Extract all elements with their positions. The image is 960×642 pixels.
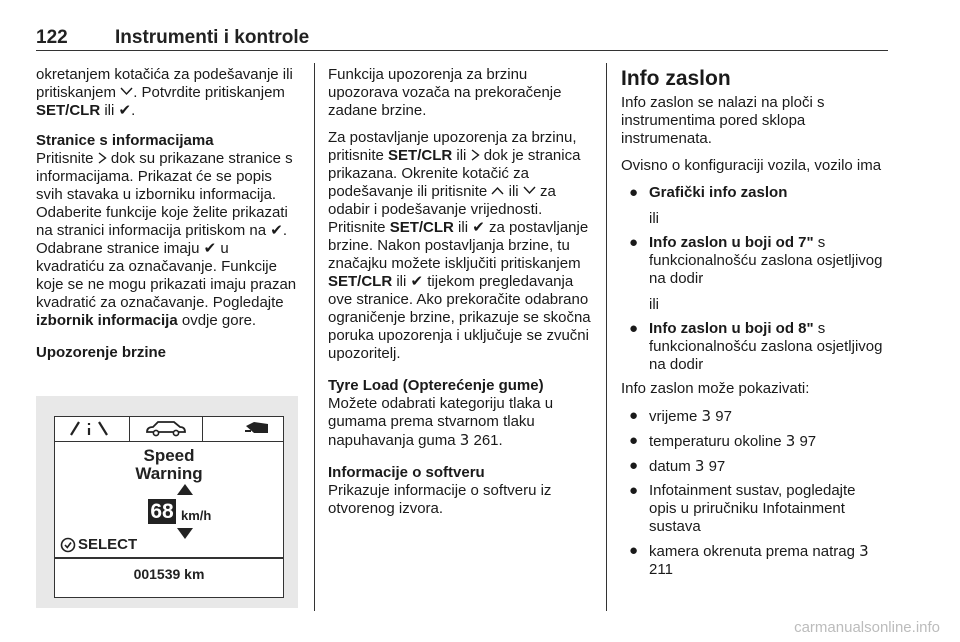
column-1 xyxy=(36,66,300,362)
column-3 xyxy=(621,66,883,585)
section-title-info-pages: Stranice s informacijama xyxy=(36,132,214,149)
reference-arrow-icon: 3 xyxy=(785,432,796,450)
software-info-paragraph: Prikazuje informacije o softveru iz otvorenog izvora. xyxy=(328,482,552,517)
list-item: ● Grafički info zaslon ili xyxy=(629,184,788,227)
list-item: ● kamera okrenuta prema natrag 3 211 xyxy=(629,542,869,578)
section-title-software-info: Informacije o softveru xyxy=(328,464,485,481)
header-rule xyxy=(36,50,888,51)
check-icon: ✔ xyxy=(472,219,485,236)
section-heading-info-display: Info zaslon xyxy=(621,67,731,90)
list-item: ● Info zaslon u boji od 8" s funkcionalnošću zaslona osjetljivog na dodir xyxy=(629,320,883,373)
chevron-right-icon xyxy=(98,152,107,164)
display-top-bar xyxy=(55,417,283,442)
speed-warning-setup: Za postavljanje upozorenja za brzinu, pritisnite SET/CLR ili dok je stranica prikazana. Okrenite kotačić za podešavanje ili pritisnite ili za odabir i podešavanje vrijednosti. Pritisnite SET/CLR ili ✔ za postavljanje brzine. Nakon postavljanja brzine, tu značajku možete isključiti pritiskanjem SET/CLR ili ✔ tijekom pregledavanja ove stranice. Ako prekoračite odabrano ograničenje brzine, prikazuje se skočna poruka upozorenja i uključuje se zvučni upozoritelj. xyxy=(328,129,591,362)
car-icon xyxy=(144,419,188,437)
list-item: ● Info zaslon u boji od 7" s funkcionalnošću zaslona osjetljivog na dodir ili xyxy=(629,234,883,313)
display-contents-list xyxy=(621,407,883,579)
odometer-readout: 001539 km xyxy=(133,566,205,582)
column-divider-2 xyxy=(606,63,607,611)
reference-arrow-icon: 3 xyxy=(701,407,712,425)
select-label: SELECT xyxy=(78,536,138,553)
list-item: ● vrijeme 3 97 xyxy=(629,407,732,425)
reference-arrow-icon: 3 xyxy=(694,457,705,475)
speed-label: Speed xyxy=(143,446,195,465)
list-item: ● temperaturu okoline 3 97 xyxy=(629,432,817,450)
speed-warning-intro: Funkcija upozorenja za brzinu upozorava vozača na prekoračenje zadane brzine. xyxy=(328,66,562,119)
check-icon: ✔ xyxy=(118,102,132,119)
section-title-speed-warning: Upozorenje brzine xyxy=(36,344,167,361)
triangle-up-icon xyxy=(177,484,193,495)
info-display-config: Ovisno o konfiguraciji vozila, vozilo ima xyxy=(621,157,882,174)
check-icon: ✔ xyxy=(410,273,424,290)
page-header xyxy=(36,27,888,51)
speed-warning-illustration xyxy=(36,396,298,608)
display-options-list xyxy=(621,184,883,374)
section-title-tyre-load: Tyre Load (Opterećenje gume) xyxy=(328,377,544,394)
triangle-down-icon xyxy=(177,528,193,539)
chevron-up-icon xyxy=(491,186,504,195)
page-number: 122 xyxy=(36,27,68,48)
column-divider-1 xyxy=(314,63,315,611)
chevron-right-icon xyxy=(471,149,480,161)
warning-label: Warning xyxy=(135,464,203,483)
list-item: ● Infotainment sustav, pogledajte opis u priručniku Infotainment sustava xyxy=(629,482,856,535)
watermark: carmanualsonline.info xyxy=(794,619,940,636)
page-title: Instrumenti i kontrole xyxy=(115,27,310,48)
reference-arrow-icon: 3 xyxy=(459,431,470,449)
check-icon: ✔ xyxy=(270,222,283,239)
check-icon: ✔ xyxy=(203,240,217,257)
tyre-load-paragraph: Možete odabrati kategoriju tlaka u gumama prema stvarnom tlaku napuhavanja guma 3 261. xyxy=(328,395,554,449)
reference-arrow-icon: 3 xyxy=(859,542,869,560)
headlight-icon xyxy=(243,419,273,439)
speed-unit: km/h xyxy=(181,508,212,523)
road-lane-icon xyxy=(65,418,115,440)
info-display-location: Info zaslon se nalazi na ploči s instrumentima pored sklopa instrumenata. xyxy=(621,94,825,147)
info-display-can-show: Info zaslon može pokazivati: xyxy=(621,380,810,397)
display-divider xyxy=(55,557,283,559)
car-tab xyxy=(129,416,203,441)
chevron-down-icon xyxy=(523,186,536,195)
chevron-down-icon xyxy=(120,87,133,96)
cluster-display xyxy=(54,416,284,598)
intro-paragraph: okretanjem kotačića za podešavanje ili pritiskanjem . Potvrdite pritiskanjem SET/CLR ili ✔. xyxy=(36,66,293,119)
info-pages-paragraph: Pritisnite dok su prikazane stranice s informacijama. Prikazat će se popis svih stavaka u izborniku informacija. Odaberite funkcije koje želite prikazati na stranici informacija pritiskom na ✔. Odabrane stranice imaju ✔ u kvadratiću za označavanje. Funkcije koje se ne mogu prikazati imaju prazan kvadratić za označavanje. Pogledajte izbornik informacija ovdje gore. xyxy=(36,150,297,329)
checkmark-circle-icon xyxy=(60,537,76,553)
list-item: ● datum 3 97 xyxy=(629,457,726,475)
speed-value: 68 xyxy=(148,499,176,524)
column-2 xyxy=(328,66,598,527)
